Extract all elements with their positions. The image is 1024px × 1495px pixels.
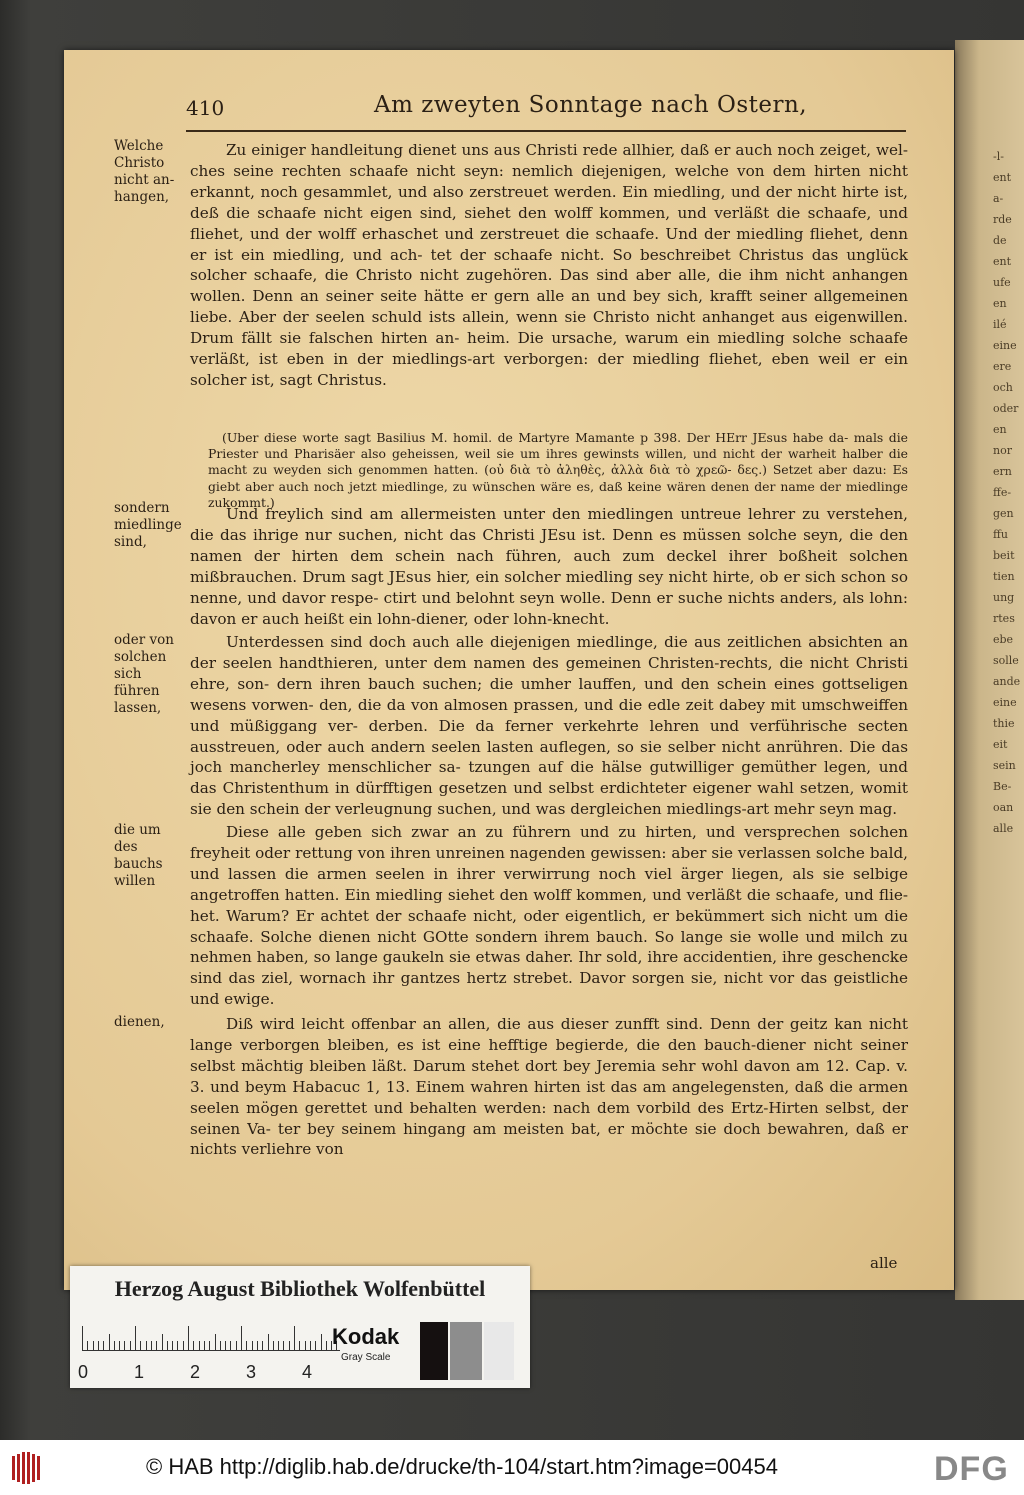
facing-page-fragment: eit [993, 738, 1008, 751]
ruler-tick [109, 1334, 110, 1350]
facing-page-fragment: nor [993, 444, 1012, 457]
ruler-tick [294, 1326, 295, 1350]
facing-page-fragment: ande [993, 675, 1021, 688]
gray-patch-mid [450, 1322, 482, 1380]
ruler-tick [299, 1341, 300, 1350]
facing-page-fragment: alle [993, 822, 1014, 835]
facing-page-fragment: oder [993, 402, 1019, 415]
facing-page-fragment: thie [993, 717, 1015, 730]
ruler-tick [326, 1341, 327, 1350]
running-head [186, 92, 906, 124]
scale-card [70, 1266, 530, 1388]
ruler-tick [209, 1341, 210, 1350]
facing-page-fragment: a- [993, 192, 1004, 205]
ruler-tick [98, 1341, 99, 1350]
ruler-tick [257, 1341, 258, 1350]
ruler-tick [193, 1341, 194, 1350]
facing-page-fragment: ere [993, 360, 1012, 373]
ruler-tick [177, 1341, 178, 1350]
ruler-tick [87, 1341, 88, 1350]
facing-page-fragment: ebe [993, 633, 1014, 646]
header-rule [186, 130, 906, 132]
running-title: Am zweyten Sonntage nach Ostern, [374, 92, 808, 118]
ruler-tick [82, 1326, 83, 1350]
ruler-tick [172, 1341, 173, 1350]
facing-page-fragment: ent [993, 171, 1012, 184]
ruler-tick [305, 1341, 306, 1350]
ruler-tick [215, 1334, 216, 1350]
facing-page-fragment: solle [993, 654, 1019, 667]
facing-page-edge [955, 40, 1024, 1300]
facing-page-fragment: ffe- [993, 486, 1012, 499]
ruler-tick [246, 1341, 247, 1350]
ruler-tick [103, 1341, 104, 1350]
margin-note: die um des bauchs willen [114, 822, 163, 889]
ruler-tick [225, 1341, 226, 1350]
ruler-tick [119, 1341, 120, 1350]
paragraph: Zu einiger handleitung dienet uns aus Christi rede allhier, daß er auch noch zeiget, wel- ches seine rechten schaafe nicht seyn: nemlich diejenigen, welche von dem hirten nicht erkannt, noch gesammlet, und also zerstreuet werden. Ein miedling, und der nicht hirte ist, deß die schaafe nicht eigen sind, siehet den wolff kommen, und verläßt die schaafe, und fliehet, und der wolff erhaschet und zerstreuet die schaafe. Und der miedling fliehet, denn er ist ein miedling, und ach- tet der schaafe nicht. So beschreibet Christus das unglück solcher schaafe, die Christo nicht zugehören. Das sind aber alle, die ihm nicht anhangen wollen. Denn an seiner seite hätte er gern alle an und bey sich, krafft seiner allgemeinen liebe. Aber der seelen schuld ists allein, wenn sie Christo nicht anhanget aus eigenwillen. Drum fällt sie falschen hirten an- heim. Die ursache, warum ein miedling solche schaafe verläßt, ist eben in der miedlings-art verborgen: der miedling fliehet, eben weil er ein solcher ist, sagt Christus. [190, 141, 908, 389]
facing-page-fragment: de [993, 234, 1007, 247]
ruler-tick [268, 1334, 269, 1350]
margin-note: dienen, [114, 1014, 165, 1030]
ruler-tick [204, 1341, 205, 1350]
ruler-tick [321, 1334, 322, 1350]
gray-patch-black [420, 1322, 448, 1380]
facing-page-fragment: beit [993, 549, 1015, 562]
facing-page-fragment: ilé [993, 318, 1007, 331]
ruler-tick [230, 1341, 231, 1350]
catchword: alle [870, 1254, 898, 1272]
ruler-tick [93, 1341, 94, 1350]
facing-page-fragment: ffu [993, 528, 1008, 541]
margin-note: oder von solchen sich führen lassen, [114, 632, 174, 716]
ruler-tick [124, 1341, 125, 1350]
footer-bar [0, 1440, 1024, 1495]
quotation-note: (Uber diese worte sagt Basilius M. homil. de Martyre Mamante p 398. Der HErr JEsus habe da- mals die Priester und Pharisäer also geheissen, weil sie um ihres gewinsts willen, und nicht der warheit halber die macht zu weyden sich genommen hatten. (οὐ διὰ τὸ ἀληθὲς, ἀλλὰ διὰ τὸ χρεῶ- δες.) Setzet aber dazu: Es giebt aber auch noch jetzt miedlinge, zu wünschen wäre es, daß keine wären denen der name der miedlinge zukommt.) [208, 430, 908, 510]
dfg-logo: DFG [934, 1450, 1009, 1488]
ruler-tick [310, 1341, 311, 1350]
ruler-number: 2 [190, 1362, 201, 1382]
ruler-tick [289, 1341, 290, 1350]
ruler-tick [199, 1341, 200, 1350]
facing-page-fragment: ern [993, 465, 1012, 478]
facing-page-fragment: rtes [993, 612, 1015, 625]
facing-page-fragment: och [993, 381, 1013, 394]
facing-page-fragment: ufe [993, 276, 1011, 289]
margin-note: Welche Christo nicht an- hangen, [114, 138, 175, 205]
facing-page-fragment: en [993, 423, 1007, 436]
ruler-tick [162, 1334, 163, 1350]
margin-note: sondern miedlinge sind, [114, 500, 182, 550]
ruler-tick [140, 1341, 141, 1350]
ruler-tick [135, 1326, 136, 1350]
ruler-tick [130, 1341, 131, 1350]
facing-page-fragment: sein [993, 759, 1016, 772]
facing-page-fragment: -l- [993, 150, 1004, 163]
ruler-number: 3 [246, 1362, 257, 1382]
hab-logo-icon [10, 1450, 46, 1486]
ruler-number: 0 [78, 1362, 89, 1382]
facing-page-fragment: eine [993, 339, 1017, 352]
ruler-tick [167, 1341, 168, 1350]
ruler-tick [220, 1341, 221, 1350]
ruler-number: 4 [302, 1362, 313, 1382]
ruler-tick [273, 1341, 274, 1350]
ruler-tick [278, 1341, 279, 1350]
paragraph: Diese alle geben sich zwar an zu führern und zu hirten, und versprechen solchen freyheit oder rettung von ihren unreinen nagenden gewissen: aber sie verlassen solche bald, und lassen die armen seelen in ihrer verwirrung noch viel ärger liegen, als sie selbige angetroffen hatten. Ein miedling siehet den wolff kommen, und verläßt die schaafe, und flie- het. Warum? Er achtet der schaafe nicht, oder eigentlich, er bekümmert sich nicht um die schaafe. Solche dienen nicht GOtte sondern ihrem bauch. So lange sie wolle und milch zu nehmen haben, so lange gaukeln sie etwas daher. Ihr sold, ihre accidentien, ihre geschencke sind das ziel, wornach ihr gantzes hertz strebet. Davor sorgen sie, nicht vor das geistliche und ewige. [190, 823, 908, 1009]
ruler-tick [236, 1341, 237, 1350]
facing-page-fragment: en [993, 297, 1007, 310]
facing-page-fragment: tien [993, 570, 1015, 583]
ruler-tick [183, 1341, 184, 1350]
ruler-tick [252, 1341, 253, 1350]
ruler-tick [315, 1341, 316, 1350]
ruler-tick [156, 1341, 157, 1350]
facing-page-fragment: ent [993, 255, 1012, 268]
page-number: 410 [186, 96, 225, 120]
facing-page-fragment: ung [993, 591, 1015, 604]
ruler-tick [114, 1341, 115, 1350]
ruler-tick [188, 1326, 189, 1350]
ruler-tick [262, 1341, 263, 1350]
facing-page-fragment: eine [993, 696, 1017, 709]
ruler-tick [241, 1326, 242, 1350]
facing-page-fragment: rde [993, 213, 1012, 226]
gray-patch-light [484, 1322, 514, 1380]
facing-page-fragment: Be- [993, 780, 1012, 793]
ruler-number: 1 [134, 1362, 145, 1382]
ruler-tick [146, 1341, 147, 1350]
paragraph: Und freylich sind am allermeisten unter den miedlingen untreue lehrer zu verstehen, die das ihrige nur suchen, nicht das Christi JEsu ist. Denn es müssen solche seyn, die den namen der hirten dem schein nach führen, auch zum deckel ihrer boßheit solchen mißbrauchen. Drum sagt JEsus hier, ein solcher miedling sey nicht hirte, ob er sich schon so nenne, und davor respe- ctirt und belohnt seyn wolle. Denn er suche nichts anders, als lohn: davon er auch heißt ein lohn-diener, oder lohn-knecht. [190, 505, 908, 628]
facing-page-fragment: gen [993, 507, 1014, 520]
source-link[interactable]: © HAB http://diglib.hab.de/drucke/th-104/start.htm?image=00454 [146, 1454, 778, 1479]
paragraph: Diß wird leicht offenbar an allen, die aus dieser zunfft sind. Denn der geitz kan nicht lange verborgen bleiben, es ist eine hefftige begierde, die den bauch-diener nicht seiner selbst mächtig bleiben läßt. Darum stehet dort bey Jeremia sehr wohl davon am 12. Cap. v. 3. und beym Habacuc 1, 13. Einem wahren hirten ist das am angelegensten, daß die armen seelen mögen gerettet und behalten werden: nach dem vorbild des Ertz-Hirten selbst, der seinen Va- ter bey seinem hingang am meisten bat, er möchte sie doch bewahren, daß er nichts verliehre von [190, 1015, 908, 1159]
kodak-logo: Kodak [332, 1324, 400, 1349]
ruler [82, 1324, 340, 1351]
library-name: Herzog August Bibliothek Wolfenbüttel [114, 1276, 486, 1301]
ruler-tick [283, 1341, 284, 1350]
paragraph: Unterdessen sind doch auch alle diejenigen miedlinge, die aus zeitlichen absichten an der seelen handthieren, unter dem namen des gemeinen Christen-rechts, die nicht Christi ehre, son- dern ihren bauch suchen; die umher lauffen, und den schein eines gottseligen wesens vorwen- den, die da von almosen prassen, und die edle zeit dabey mit umschweiffen und müßiggang ver- derben. Die da ferner verkehrte lehren und verführische secten ausstreuen, oder auch andern seelen lasten auflegen, so sie selber nicht anrühren. Die das joch mancherley menschlicher sa- tzungen auf die hälse gutwilliger gemüther legen, und das Christenthum in dürfftigen gesetzen und selbst erdichteter eigener wahl setzen, womit sie den schein der verleugnung suchen, und was dergleichen miedlings-art mehr seyn mag. [190, 633, 908, 819]
gray-scale-label: Gray Scale [341, 1352, 391, 1363]
ruler-tick [151, 1341, 152, 1350]
facing-page-fragment: oan [993, 801, 1014, 814]
